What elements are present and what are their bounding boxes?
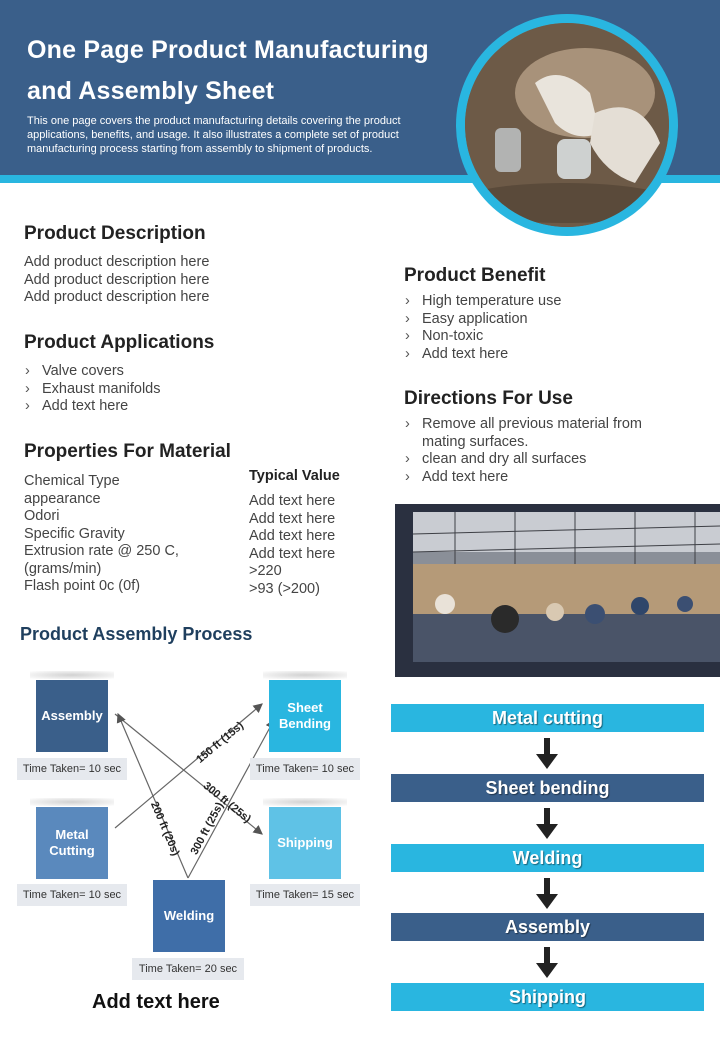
node-shadow [263,798,347,806]
description-line: Add product description here [24,254,210,270]
property-name: Flash point 0c (0f) [24,578,141,594]
list-item: › Valve covers [24,363,160,381]
arrow-down-icon [535,808,559,840]
node-assembly: Assembly [36,680,108,752]
directions-heading: Directions For Use [404,388,573,409]
node-shadow [263,671,347,679]
edge-label-300b: 300 ft (25s) [188,800,227,857]
edge-label-200: 200 ft (20s) [148,800,182,858]
property-name: Odori [24,508,60,524]
assembly-footer-text: Add text here [92,991,220,1013]
property-value: Add text here [249,545,336,562]
node-shipping: Shipping [269,807,341,879]
property-value: Add text here [249,528,336,544]
lab-photo [465,23,669,227]
arrow-down-icon [535,947,559,979]
node-metal-cutting: Metal Cutting [36,807,108,879]
property-value: >220 [249,563,282,579]
property-name: (grams/min) [24,560,102,577]
property-name: appearance [24,490,101,507]
time-assembly: Time Taken= 10 sec [17,758,127,780]
property-value: Add text here [249,493,336,509]
header-photo-frame [456,14,678,236]
property-name: Specific Gravity [24,525,125,542]
flow-step-sheet-bending: Sheet bending [391,774,704,802]
flow-step-assembly: Assembly [391,913,704,941]
arrow-down-icon [535,738,559,770]
property-name: Chemical Type [24,473,120,489]
list-item: › Remove all previous material from mating surfaces. [404,416,664,451]
page-subtitle: This one page covers the product manufacturing details covering the product applications, benefits, and usage. It also illustrates a complete set of product manufacturing process starting from assembly to shipment of products. [27,115,401,155]
node-sheet-bending: Sheet Bending [269,680,341,752]
factory-photo [395,504,720,677]
list-item: › Non-toxic [404,328,561,346]
description-line: Add product description here [24,271,210,288]
list-item: › Easy application [404,311,561,329]
directions-list [404,416,664,486]
property-name: Extrusion rate @ 250 C, [24,543,179,559]
property-value: >93 (>200) [249,580,320,597]
node-welding: Welding [153,880,225,952]
edge-label-150: 150 ft (15s) [194,719,246,766]
node-shadow [30,671,114,679]
edge-label-300a: 300 ft (25s) [200,779,254,826]
node-shadow [30,798,114,806]
product-applications-heading: Product Applications [24,332,215,353]
time-shipping: Time Taken= 15 sec [250,884,360,906]
product-applications-list [24,363,160,416]
property-value: Add text here [249,510,336,527]
properties-heading: Properties For Material [24,441,231,462]
properties-values [249,493,335,598]
description-line: Add product description here [24,289,210,305]
properties-names [24,473,239,596]
time-sheet-bending: Time Taken= 10 sec [250,758,360,780]
list-item: › High temperature use [404,293,561,311]
list-item: › Add text here [404,469,664,487]
flow-step-welding: Welding [391,844,704,872]
assembly-process-heading: Product Assembly Process [20,624,253,644]
time-welding: Time Taken= 20 sec [132,958,244,980]
product-benefit-heading: Product Benefit [404,265,546,286]
page-title: One Page Product Manufacturing and Assembly Sheet [27,36,429,105]
arrow-down-icon [535,878,559,910]
time-metal-cutting: Time Taken= 10 sec [17,884,127,906]
product-description-text [24,254,209,307]
list-item: › Exhaust manifolds [24,381,160,399]
list-item: › Add text here [24,398,160,416]
product-description-heading: Product Description [24,223,206,244]
flow-step-shipping: Shipping [391,983,704,1011]
list-item: › Add text here [404,346,561,364]
typical-value-heading: Typical Value [249,468,340,484]
product-benefit-list [404,293,561,363]
list-item: › clean and dry all surfaces [404,451,664,469]
flow-step-metal-cutting: Metal cutting [391,704,704,732]
